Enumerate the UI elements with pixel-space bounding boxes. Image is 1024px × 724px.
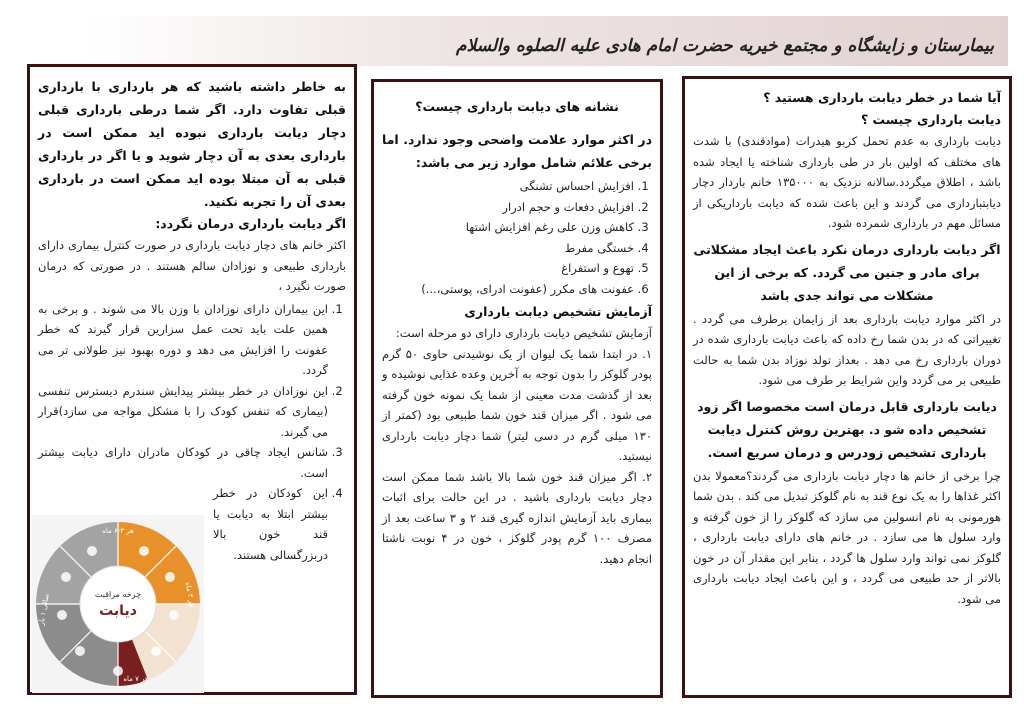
middle-lead: در اکثر موارد علامت واضحی وجود ندارد. اما برخی علائم شامل موارد زیر می باشد: <box>382 132 652 170</box>
middle-title: نشانه های دیابت بارداری چیست؟ <box>415 99 619 114</box>
list-item: 6. عفونت های مکرر (عفونت ادرای، پوستی،...) <box>382 279 634 300</box>
right-title-1: آیا شما در خطر دیابت بارداری هستید ؟ <box>763 90 1001 105</box>
list-item: 3. کاهش وزن علی رغم افزایش اشتها <box>382 217 634 238</box>
middle-test-title: آزمایش تشخیص دیابت بارداری <box>464 304 652 319</box>
diabetes-care-wheel <box>32 515 204 693</box>
list-item: 2. افزایش دفعات و حجم ادرار <box>382 197 634 218</box>
middle-column <box>371 79 663 698</box>
middle-step-2: ۲. اگر میزان قند خون شما بالا باشد شما ممکن است دچار دیابت بارداری باشید . در این حالت برای اثبات بیماری باید آزمایش اندازه گیری قند ۲ و ۳ ساعت بعد از مصرف ۱۰۰ گرم پودر گلوکز ، خون در ۴ نوبت ناشتا انجام دهید. <box>382 469 652 566</box>
right-intro: دیابت بارداری به عدم تحمل کربو هیدرات (موادقندی) با شدت های مختلف که اولین بار در طی بارداری شناخته یا ایجاد شده باشد ، اطلاق میگردد.سالانه نزدیک به ۱۳۵۰۰۰ خانم باردار دچار دیابتبارداری می گردند و این باعث شده که دیابت بارداریکی از مسائل مهم در بارداری شمرده شود. <box>693 134 1001 230</box>
left-intro: اکثر خانم های دچار دیابت بارداری در صورت کنترل بیماری دارای بارداری طبیعی و نوزادان سالم هستند . در صورتی که درمان صورت نگیرد ، <box>38 238 346 293</box>
wheel-center-line-2: دیابت <box>99 603 137 619</box>
list-item: 4. خستگی مفرط <box>382 238 634 259</box>
wheel-label-bottom: هر ۷ ماه <box>123 675 149 683</box>
right-para-why: چرا برخی از خانم ها دچار دیابت بارداری می گردند؟معمولا بدن اکثر غذاها را به یک نوع قند به نام گلوکز تبدیل می کند . بدن شما هورمونی به نام انسولین می سازد که گلوکز را از خون گرفته و وارد سلول ها می سازد . در خانم های دارای دیابت بارداری ، گلوکز نمی تواند وارد سلول ها گردد ، بنابر این مقدار آن در خون بالاتر از حد طبیعی می گردد ، و این باعث ایجاد دیابت بارداری می شود. <box>693 468 1001 606</box>
middle-step-1: ۱. در ابتدا شما یک لیوان از یک نوشیدنی حاوی ۵۰ گرم پودر گلوکز را بدون توجه به آخرین وعده غذایی نوشیده و بعد از گذشت مدت معینی از شما یک نمونه خون گرفته می شود . اگر میزان قند خون شما طبیعی بود (کمتر از ۱۳۰ میلی گرم در دسی لیتر) شما دچار دیابت بارداری نیستید. <box>382 346 652 463</box>
wheel-label-top: هر ۳-۶ ماه <box>102 527 134 535</box>
right-heading-untreated: اگر دیابت بارداری درمان نکرد باعث ایجاد مشکلاتی برای مادر و جنین می گردد. که برخی از این مشکلات می تواند جدی باشد <box>693 241 1001 303</box>
right-heading-treatable: دیابت بارداری قابل درمان است مخصوصا اگر زود تشخیص داده شو د. بهترین روش کنترل دیابت بارداری تشخیص زودرس و درمان سریع است. <box>697 398 997 460</box>
list-item: 3. شانس ایجاد چاقی در کودکان مادران دارای دیابت بیشتر است. <box>38 442 328 483</box>
symptom-list <box>382 176 652 299</box>
list-item: 4. این کودکان در خطر بیشتر ابتلا به دیابت یا قند خون بالا دربزرگسالی هستند. <box>38 483 328 565</box>
left-lead: به خاطر داشته باشید که هر بارداری با بارداری قبلی تفاوت دارد. اگر شما درطی بارداری قبلی دچار دیابت بارداری نبوده اید ممکن است در بارداری بعدی به آن دچار شوید و یا اگر در بارداری قبلی به آن مبتلا بوده اید ممکن است در بارداری بعدی آن را تجربه نکنید. <box>38 79 346 209</box>
wheel-label-left: سالی ۱ بار <box>37 593 51 626</box>
list-item: 2. این نوزادان در خطر بیشتر پیدایش سندرم دیسترس تنفسی (بیماری که تنفس کودک را با مشکل مواجه می سازد)قرار می گیرند. <box>38 381 328 443</box>
middle-test-intro: آزمایش تشخیص دیابت بارداری دارای دو مرحله است: <box>395 326 652 340</box>
right-para-untreated: در اکثر موارد دیابت بارداری بعد از زایمان برطرف می گردد . تغییراتی که در بدن شما رخ داده که باعث دیابت بارداری شده در دوران بارداری رخ می دهد . بعداز تولد نوزاد بدن شما به حالت طبیعی بر می گردد واین شرایط بر طرف می شود. <box>693 311 1001 387</box>
list-item: 5. تهوع و استفراغ <box>382 258 634 279</box>
wheel-graphic <box>32 515 204 693</box>
list-item: 1. افزایش احساس تشنگی <box>382 176 634 197</box>
page-title: بیمارستان و زایشگاه و مجتمع خیریه حضرت امام هادی علیه الصلوه والسلام <box>455 36 994 56</box>
wheel-center-line-1: چرخه مراقبت <box>94 590 142 599</box>
left-heading: اگر دیابت بارداری درمان نگردد: <box>155 216 346 231</box>
right-title-2: دیابت بارداری چیست ؟ <box>860 112 1001 127</box>
wheel-label-right: هر ۳ ماه <box>183 581 197 608</box>
list-item: 1. این بیماران دارای نوزادان با وزن بالا می شوند . و برخی به همین علت باید تحت عمل سزارین قرار گیرند که خطر عفونت را افزایش می دهد و دوره بهبود نیز طولانی تر می گردد. <box>38 299 328 381</box>
right-column <box>682 76 1012 698</box>
